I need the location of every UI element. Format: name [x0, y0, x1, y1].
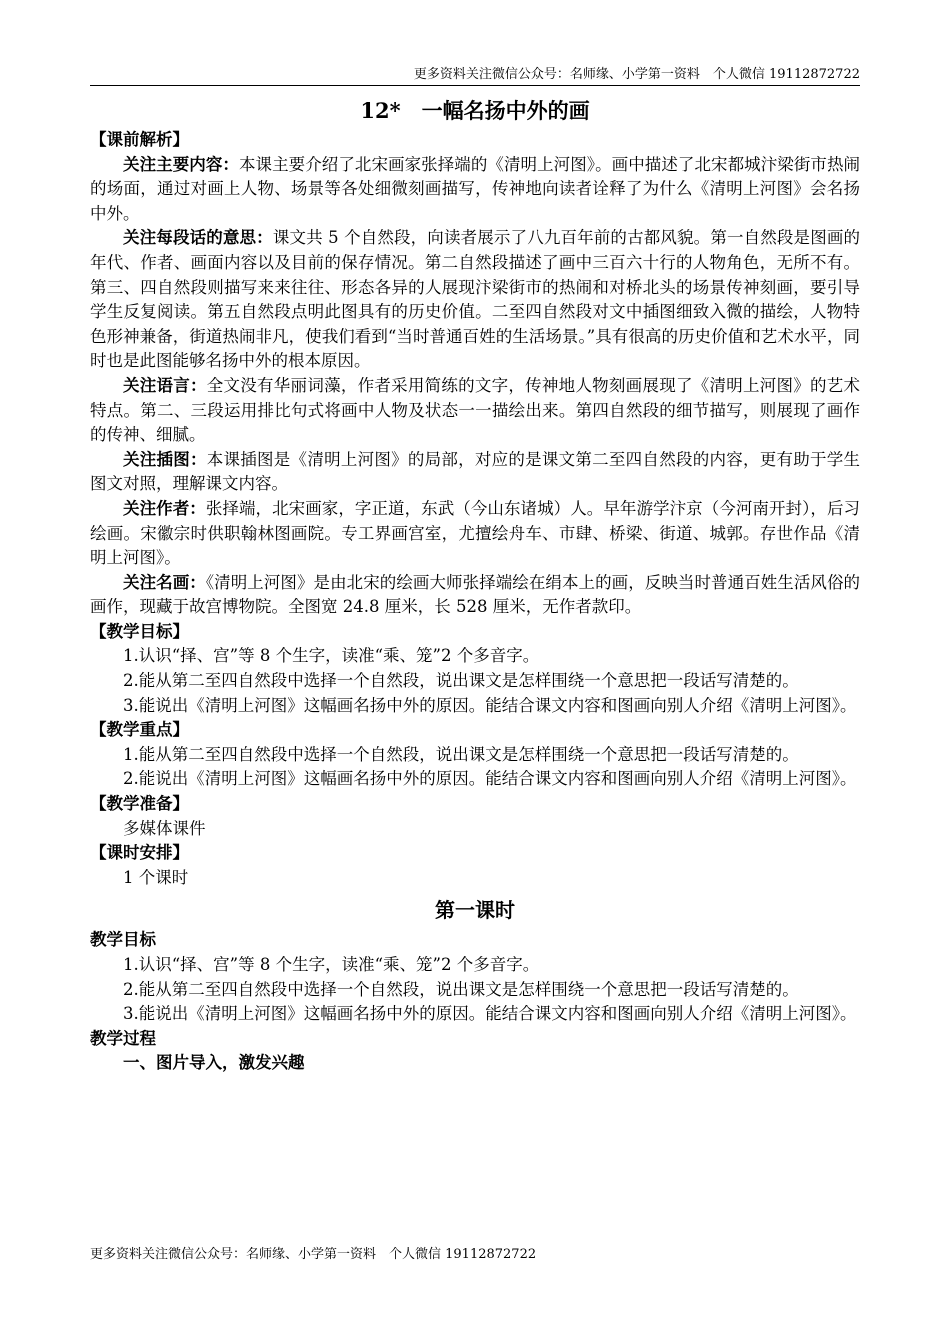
text-main-content: 本课主要介绍了北宋画家张择端的《清明上河图》。画中描述了北宋都城汴梁街市热闹的场面，通过对画上人物、场景等各处细微刻画描写，传神地向读者诠释了为什么《清明上河图》会名扬中外。 [90, 154, 860, 223]
label-main-content: 关注主要内容： [123, 154, 239, 174]
page-header: 更多资料关注微信公众号：名师缘、小学第一资料 个人微信 19112872722 [413, 67, 860, 82]
label-meaning: 关注每段话的意思： [123, 228, 273, 248]
schedule-text: 1 个课时 [123, 867, 189, 887]
paragraph-illustration [90, 448, 860, 497]
goal-item: 1.认识“择、宫”等 8 个生字，读准“乘、笼”2 个多音字。 [123, 646, 540, 666]
paragraph-painting [90, 571, 860, 620]
key-point-item: 2.能说出《清明上河图》这幅画名扬中外的原因。能结合课文内容和图画向别人介绍《清明上河图》。 [123, 769, 857, 789]
lesson-title: 12* 一幅名扬中外的画 [360, 98, 590, 123]
section-heading-key-points: 【教学重点】 [90, 720, 189, 740]
header-divider [90, 85, 860, 86]
paragraph-meaning [90, 226, 860, 374]
document-body [90, 94, 860, 1076]
paragraph-author [90, 497, 860, 571]
section-heading-schedule: 【课时安排】 [90, 843, 189, 863]
lesson-goal-item: 2.能从第二至四自然段中选择一个自然段，说出课文是怎样围绕一个意思把一段话写清楚的。 [123, 979, 799, 999]
section-heading-goals: 【教学目标】 [90, 621, 189, 641]
section-heading-analysis: 【课前解析】 [90, 130, 189, 149]
lesson-goal-item: 1.认识“择、宫”等 8 个生字，读准“乘、笼”2 个多音字。 [123, 955, 540, 974]
label-painting: 关注名画： [123, 572, 206, 592]
goal-item: 2.能从第二至四自然段中选择一个自然段，说出课文是怎样围绕一个意思把一段话写清楚的。 [123, 671, 799, 691]
process-heading: 教学过程 [90, 1028, 156, 1048]
lesson-goal-item: 3.能说出《清明上河图》这幅画名扬中外的原因。能结合课文内容和图画向别人介绍《清明上河图》。 [123, 1004, 857, 1024]
section-heading-preparation: 【教学准备】 [90, 794, 189, 814]
label-author: 关注作者： [123, 498, 206, 518]
paragraph-language [90, 374, 860, 448]
text-meaning: 课文共 5 个自然段，向读者展示了八九百年前的古都风貌。第一自然段是图画的年代、作者、画面内容以及目前的保存情况。第二自然段描述了画中三百六十行的人物角色，无所不有。第三、四自然段则描写来来往往、形态各异的人展现汴梁街市的热闹和对桥北头的场景传神刻画，要引导学生反复阅读。第五自然段点明此图具有的历史价值。二至四自然段对文中插图细致入微的描绘，人物特色形神兼备，街道热闹非凡，使我们看到“当时普通百姓的生活场景。”具有很高的历史价值和艺术水平，同时也是此图能够名扬中外的根本原因。 [90, 228, 861, 371]
key-point-item: 1.能从第二至四自然段中选择一个自然段，说出课文是怎样围绕一个意思把一段话写清楚的。 [123, 744, 799, 764]
label-language: 关注语言： [123, 375, 207, 395]
page-footer: 更多资料关注微信公众号：名师缘、小学第一资料 个人微信 19112872722 [90, 1247, 537, 1262]
text-language: 全文没有华丽词藻，作者采用简练的文字，传神地人物刻画展现了《清明上河图》的艺术特点。第二、三段运用排比句式将画中人物及状态一一描绘出来。第四自然段的细节描写，则展现了画作的传神、细腻。 [90, 375, 861, 445]
goal-item: 3.能说出《清明上河图》这幅画名扬中外的原因。能结合课文内容和图画向别人介绍《清明上河图》。 [123, 695, 857, 715]
text-painting: 《清明上河图》是由北宋的绘画大师张择端绘在绢本上的画，反映当时普通百姓生活风俗的画作，现藏于故宫博物院。全图宽 24.8 厘米，长 528 厘米，无作者款印。 [90, 572, 860, 617]
first-lesson-title: 第一课时 [435, 898, 515, 923]
text-author: 张择端，北宋画家，字正道，东武（今山东诸城）人。早年游学汴京（今河南开封），后习绘画。宋徽宗时供职翰林图画院。专工界画宫室，尤擅绘舟车、市肆、桥梁、街道、城郭。存世作品《清明上河图》。 [90, 498, 860, 568]
label-illustration: 关注插图： [123, 449, 207, 469]
paragraph-main-content [90, 153, 860, 227]
preparation-text: 多媒体课件 [123, 818, 206, 838]
process-step-1: 一、图片导入，激发兴趣 [123, 1053, 305, 1073]
text-illustration: 本课插图是《清明上河图》的局部，对应的是课文第二至四自然段的内容，更有助于学生图文对照，理解课文内容。 [90, 449, 861, 494]
lesson-goals-heading: 教学目标 [90, 930, 156, 950]
